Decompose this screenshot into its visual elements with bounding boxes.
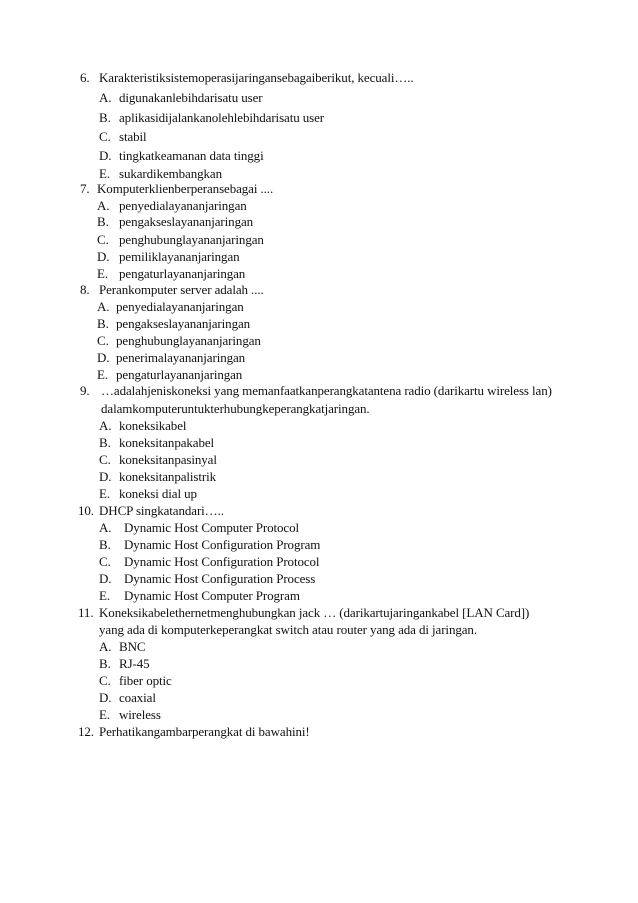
question-number: 12. [78, 724, 94, 739]
question-text: Perhatikangambarperangkat di bawahini! [99, 724, 310, 739]
option-text: aplikasidijalankanolehlebihdarisatu user [119, 110, 325, 125]
option-text: digunakanlebihdarisatu user [119, 90, 263, 105]
option-text: Dynamic Host Computer Program [124, 588, 300, 603]
option-text: koneksikabel [119, 418, 187, 433]
option-letter: A. [99, 418, 112, 433]
option-text: Dynamic Host Configuration Protocol [124, 554, 320, 569]
option-letter: E. [99, 486, 110, 501]
option-letter: A. [99, 520, 112, 535]
question-text: Perankomputer server adalah .... [99, 282, 264, 297]
option-letter: C. [99, 554, 111, 569]
question-number: 8. [80, 282, 90, 297]
option-letter: B. [99, 537, 111, 552]
option-text: BNC [119, 639, 146, 654]
option-text: coaxial [119, 690, 156, 705]
option-letter: D. [99, 469, 112, 484]
option-letter: B. [99, 656, 111, 671]
option-text: penghubunglayananjaringan [119, 232, 264, 247]
option-text: stabil [119, 129, 147, 144]
question-text-line-2: yang ada di komputerkeperangkat switch atau router yang ada di jaringan. [99, 622, 477, 637]
option-letter: E. [97, 266, 108, 281]
option-text: wireless [119, 707, 161, 722]
option-text: pengaturlayananjaringan [119, 266, 246, 281]
option-text: sukardikembangkan [119, 166, 222, 181]
option-letter: D. [97, 249, 110, 264]
question-number: 6. [80, 70, 90, 85]
option-letter: B. [97, 214, 109, 229]
option-text: pengaturlayananjaringan [116, 367, 243, 382]
option-text: koneksitanpasinyal [119, 452, 217, 467]
question-text-line-2: dalamkomputeruntukterhubungkeperangkatjaringan. [101, 401, 370, 416]
option-text: koneksitanpakabel [119, 435, 215, 450]
option-text: koneksi dial up [119, 486, 197, 501]
question-text: DHCP singkatandari….. [99, 503, 224, 518]
question-number: 9. [80, 383, 90, 398]
option-text: pengakseslayananjaringan [119, 214, 254, 229]
option-letter: D. [97, 350, 110, 365]
question-text: …adalahjeniskoneksi yang memanfaatkanperangkatantena radio (darikartu wireless lan) [101, 383, 552, 398]
option-letter: D. [99, 690, 112, 705]
option-letter: B. [99, 435, 111, 450]
option-letter: C. [99, 452, 111, 467]
question-text: Karakteristiksistemoperasijaringansebagaiberikut, kecuali….. [99, 70, 414, 85]
option-letter: B. [97, 316, 109, 331]
option-text: pemiliklayananjaringan [119, 249, 240, 264]
option-text: penyedialayananjaringan [119, 198, 247, 213]
option-letter: E. [99, 588, 110, 603]
option-text: penerimalayananjaringan [116, 350, 246, 365]
option-letter: D. [99, 571, 112, 586]
option-letter: E. [99, 166, 110, 181]
option-text: RJ-45 [119, 656, 150, 671]
option-letter: E. [99, 707, 110, 722]
option-text: tingkatkeamanan data tinggi [119, 148, 264, 163]
option-letter: A. [97, 299, 110, 314]
option-letter: B. [99, 110, 111, 125]
question-text: Komputerklienberperansebagai .... [97, 181, 274, 196]
option-letter: A. [97, 198, 110, 213]
option-text: fiber optic [119, 673, 172, 688]
option-text: koneksitanpalistrik [119, 469, 217, 484]
option-letter: E. [97, 367, 108, 382]
option-text: Dynamic Host Computer Protocol [124, 520, 300, 535]
option-letter: C. [97, 333, 109, 348]
option-text: Dynamic Host Configuration Process [124, 571, 316, 586]
question-number: 10. [78, 503, 94, 518]
option-letter: C. [99, 673, 111, 688]
option-letter: C. [97, 232, 109, 247]
option-letter: C. [99, 129, 111, 144]
option-text: pengakseslayananjaringan [116, 316, 251, 331]
question-text: Koneksikabelethernetmenghubungkan jack … (darikartujaringankabel [LAN Card]) [99, 605, 530, 620]
option-letter: A. [99, 90, 112, 105]
option-letter: A. [99, 639, 112, 654]
option-text: penyedialayananjaringan [116, 299, 244, 314]
option-text: penghubunglayananjaringan [116, 333, 261, 348]
question-number: 11. [78, 605, 94, 620]
option-text: Dynamic Host Configuration Program [124, 537, 321, 552]
question-number: 7. [80, 181, 90, 196]
option-letter: D. [99, 148, 112, 163]
